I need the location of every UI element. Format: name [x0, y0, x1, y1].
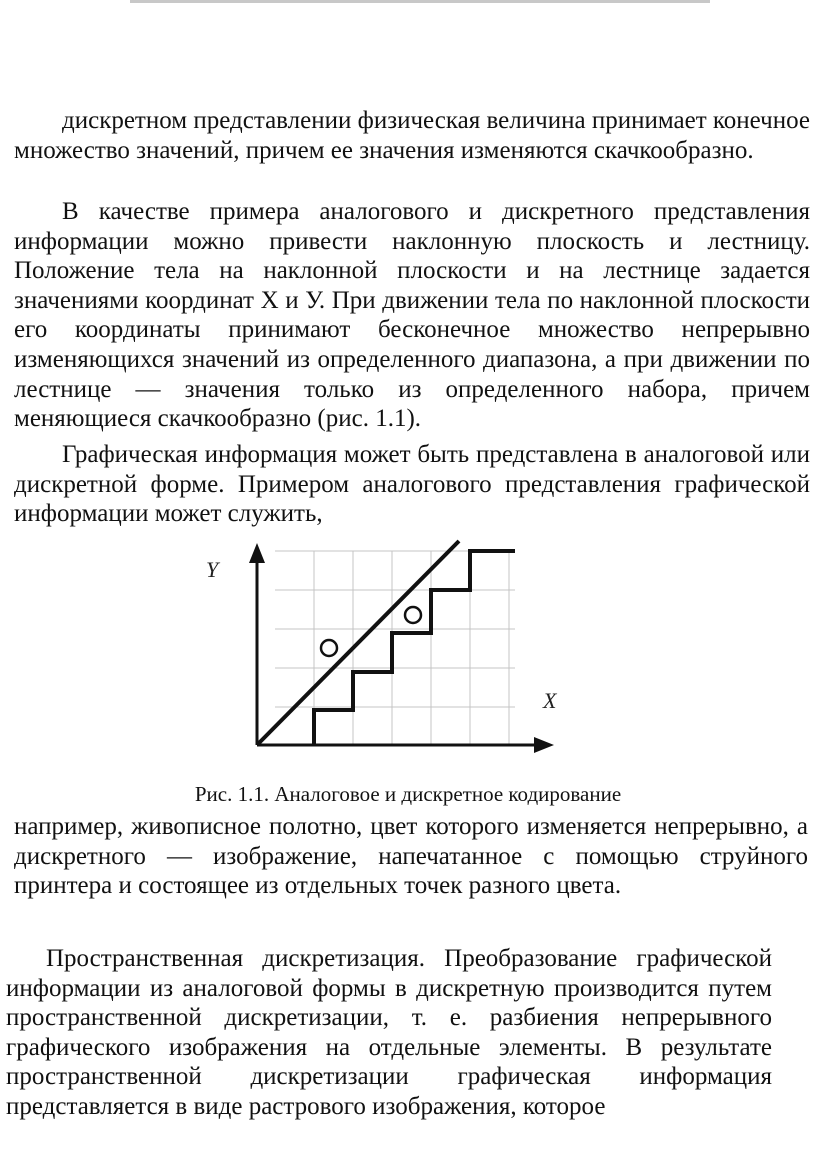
paragraph-5: Пространственная дискретизация. Преобразование графической информации из аналоговой формы в дискретную производится путем пространственной дискретизации, т. е. разбиения непрерывного графического изображения на отдельные элементы. В результате пространственной дискретизации графическая информация представляется в виде растрового изображения, которое — [6, 945, 772, 1120]
paragraph-3: Графическая информация может быть представлена в аналоговой или дискретной форме. Примером аналогового представления графической информации может служить, — [14, 441, 810, 528]
figure-analog-discrete — [190, 535, 570, 765]
paragraph-1: дискретном представлении физическая величина принимает конечное множество значений, причем ее значения изменяются скачкообразно. — [14, 107, 810, 164]
staircase-line — [314, 551, 515, 745]
figure-caption: Рис. 1.1. Аналоговое и дискретное кодирование — [194, 782, 622, 806]
body-on-stairs — [405, 607, 421, 623]
paragraph-4: например, живописное полотно, цвет которого изменяется непрерывно, а дискретного — изображение, напечатанное с помощью струйного принтера и состоящее из отдельных точек разного цвета. — [14, 813, 808, 900]
x-axis-label: X — [543, 688, 557, 713]
top-rule — [130, 0, 710, 3]
paragraph-2: В качестве примера аналогового и дискретного представления информации можно привести наклонную плоскость и лестницу. Положение тела на наклонной плоскости и на лестнице задается значениями координат X и У. При движении тела по наклонной плоскости его координаты принимают бесконечное множество непрерывно изменяющихся значений из определенного диапазона, а при движении по лестнице — значения только из определенного набора, причем меняющиеся скачкообразно (рис. 1.1). — [14, 198, 810, 433]
y-axis-label: Y — [206, 557, 219, 582]
inclined-plane-line — [257, 541, 459, 745]
grid — [275, 551, 515, 745]
body-on-plane — [321, 640, 337, 656]
x-axis-arrow — [534, 737, 554, 753]
y-axis-arrow — [249, 543, 265, 563]
